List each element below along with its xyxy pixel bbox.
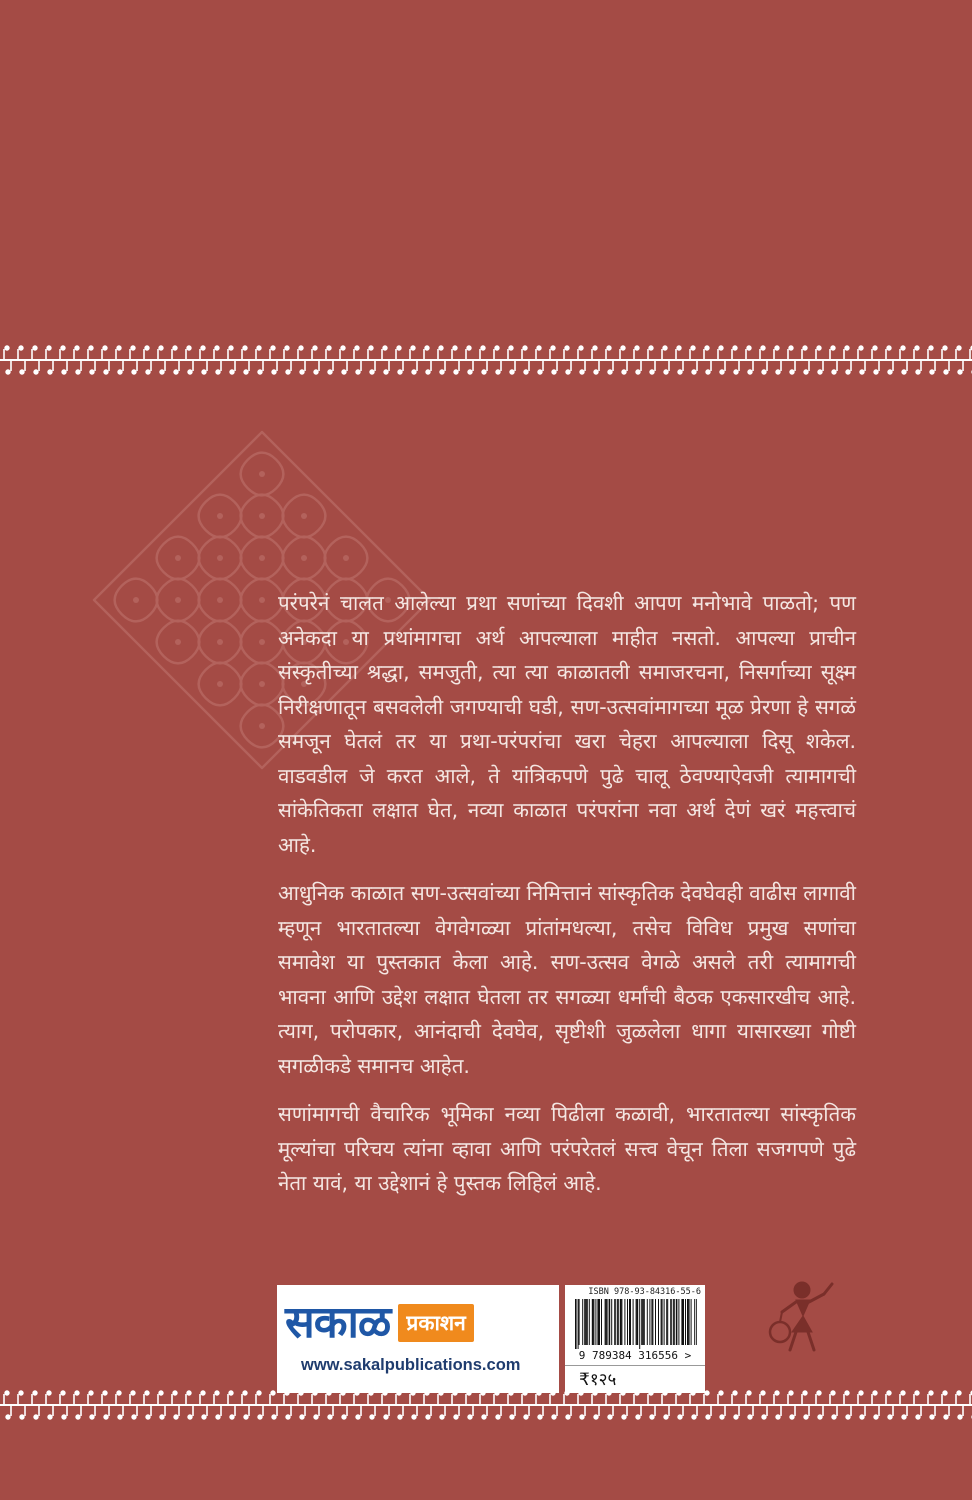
blurb-paragraph-3: सणांमागची वैचारिक भूमिका नव्या पिढीला कळावी, भारतातल्या सांस्कृतिक मूल्यांचा परिचय त्यांना व्हावा आणि परंपरेतलं सत्त्व वेचून तिला सजगपणे पुढे नेता यावं, या उद्देशानं हे पुस्तक लिहिलं आहे.	[278, 1102, 856, 1195]
blurb-paragraph-2: आधुनिक काळात सण-उत्सवांच्या निमित्तानं सांस्कृतिक देवघेवही वाढीस लागावी म्हणून भारतातल्या वेगवेगळ्या प्रांतांमधल्या, तसेच विविध प्रमुख सणांचा समावेश या पुस्तकात केला आहे. सण-उत्सव वेगळे असले तरी त्यामागची भावना आणि उद्देश लक्षात घेतला तर सगळ्या धर्मांची बैठक एकसारखीच आहे. त्याग, परोपकार, आनंदाची देवघेव, सृष्टीशी जुळलेला धागा यासारख्या गोष्टी सगळीकडे समानच आहेत.	[278, 881, 856, 1078]
blurb-paragraph-1: परंपरेनं चालत आलेल्या प्रथा सणांच्या दिवशी आपण मनोभावे पाळतो; पण अनेकदा या प्रथांमागचा अर्थ आपल्याला माहीत नसतो. आपल्या प्राचीन संस्कृतीच्या श्रद्धा, समजुती, त्या त्या काळातली समाजरचना, निसर्गाच्या सूक्ष्म निरीक्षणातून बसवलेली जगण्याची घडी, सण-उत्सवांमागच्या मूळ प्रेरणा हे सगळं समजून घेतलं तर या प्रथा-परंपरांचा खरा चेहरा आपल्याला दिसू शकेल. वाडवडील जे करत आले, ते यांत्रिकपणे पुढे चालू ठेवण्याऐवजी त्यामागची सांकेतिकता लक्षात घेत, नव्या काळात परंपरांना नवा अर्थ देणं खरं महत्त्वाचं आहे.	[278, 591, 856, 857]
warli-figure-icon	[752, 1272, 852, 1372]
publisher-logo-tag: प्रकाशन	[398, 1304, 473, 1342]
publisher-logo	[285, 1297, 474, 1349]
barcode-digits: 9 789384 316556 >	[578, 1349, 692, 1362]
barcode-icon	[573, 1299, 697, 1349]
bottom-ornamental-border	[0, 1382, 972, 1428]
publisher-logo-main: सकाळ	[285, 1297, 391, 1348]
price-label: ₹१२५	[565, 1365, 705, 1394]
publisher-url[interactable]: www.sakalpublications.com	[301, 1356, 521, 1374]
isbn-label: ISBN 978-93-84316-55-6	[588, 1287, 701, 1297]
publisher-logo-box	[277, 1285, 559, 1393]
top-ornamental-border	[0, 337, 972, 383]
back-cover-blurb	[278, 586, 856, 1215]
barcode-box	[565, 1285, 705, 1393]
